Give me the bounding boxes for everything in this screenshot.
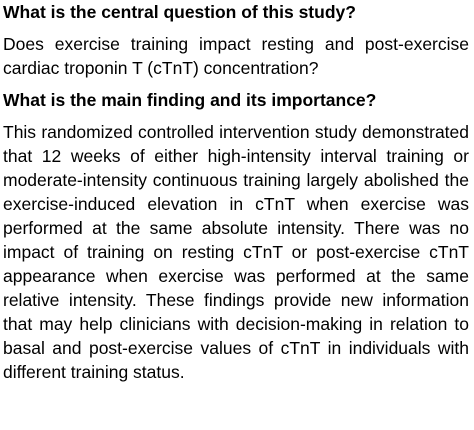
central-question-answer: Does exercise training impact resting and post-exercise cardiac troponin T (cTnT) concentration? bbox=[3, 34, 469, 78]
main-finding-heading: What is the main finding and its importance? bbox=[3, 90, 377, 110]
main-finding-answer: This randomized controlled intervention study demonstrated that 12 weeks of either high-intensity interval training or moderate-intensity continuous training largely abolished the exercise-induced elevation in cTnT when exercise was performed at the same absolute intensity. There was no impact of training on resting cTnT or post-exercise cTnT appearance when exercise was performed at the same relative intensity. These findings provide new information that may help clinicians with decision-making in relation to basal and post-exercise values of cTnT in individuals with different training status. bbox=[3, 122, 469, 382]
central-question-heading: What is the central question of this study? bbox=[3, 2, 356, 22]
